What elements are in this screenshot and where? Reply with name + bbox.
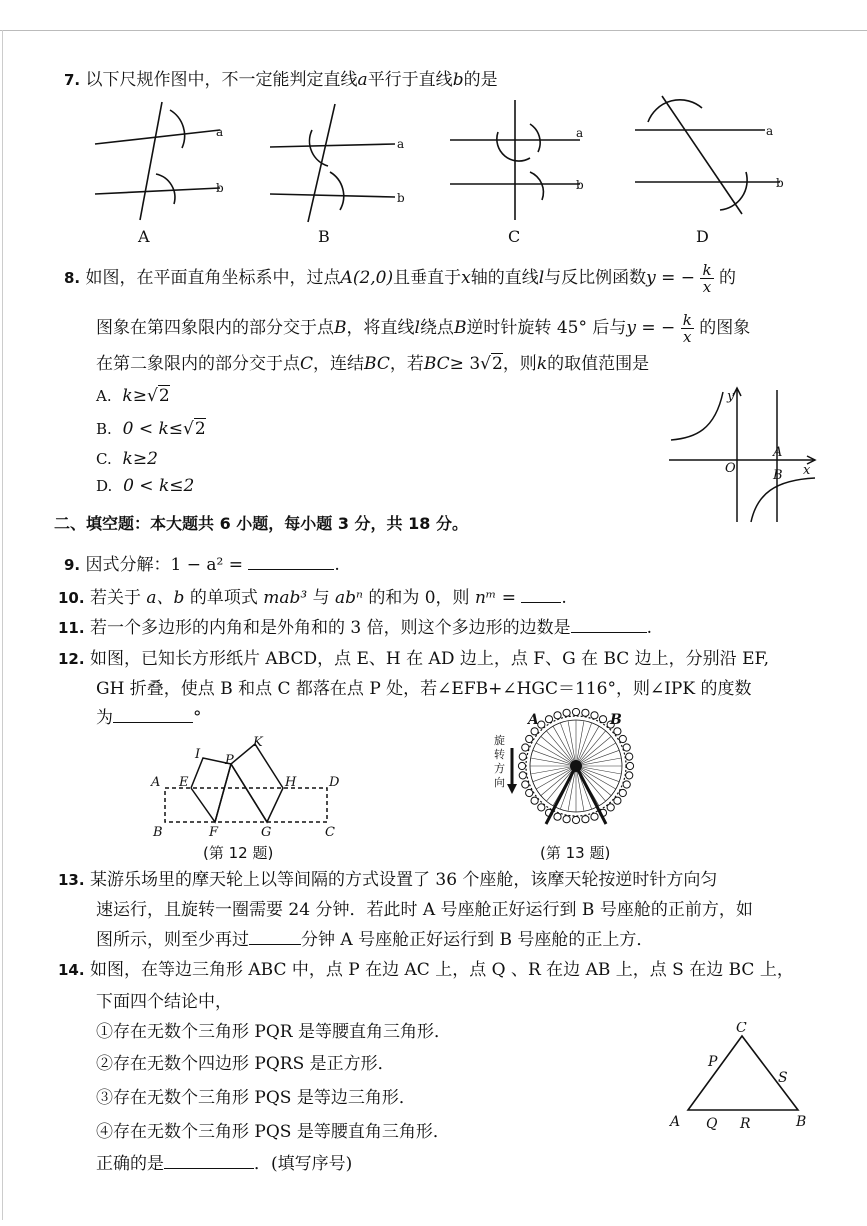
q13-wheel-cabin <box>526 735 533 742</box>
q7-figA-line-a <box>95 130 220 144</box>
q8-line1: 8. 如图，在平面直角坐标系中，过点A(2,0)且垂直于x轴的直线l与反比例函数y = − $\frac{k}{x}$ 的 <box>64 261 736 296</box>
q14-label-C: C <box>736 1022 747 1036</box>
q13-wheel-cabin <box>623 781 630 788</box>
q7-figA-label-a: a <box>216 125 224 139</box>
q14-answer-blank[interactable] <box>164 1152 254 1169</box>
q7-option-label-B: B <box>318 227 330 246</box>
q12-label-P: P <box>225 753 234 768</box>
q13-wheel-cabin <box>591 813 598 820</box>
q8-graph-label-x: x <box>803 463 811 478</box>
section2-heading: 二、填空题：本大题共 6 小题，每小题 3 分，共 18 分。 <box>54 514 468 533</box>
q13-wheel-cabin <box>545 716 552 723</box>
q7-figA-label-b: b <box>216 181 224 195</box>
q13-wheel-cabin <box>554 712 561 719</box>
q9: 9. 因式分解：1 − a² = . <box>64 555 340 575</box>
q14-label-P: P <box>708 1054 718 1070</box>
q8-curve-q4 <box>751 478 815 522</box>
q7-figB-label-a: a <box>397 137 405 151</box>
q7-figC-label-b: b <box>576 178 584 192</box>
q13-wheel-cabin <box>519 772 526 779</box>
q14-label-S: S <box>778 1070 788 1086</box>
q14-answer-line: 正确的是 ．(填写序号) <box>96 1154 353 1174</box>
q8-graph-label-A: A <box>773 445 783 460</box>
q7-figC-arc1 <box>530 124 540 152</box>
q8-line3: 在第二象限内的部分交于点C，连结BC，若BC≥ 3√2，则k的取值范围是 <box>96 354 650 374</box>
q7-figD-arc1 <box>648 100 702 122</box>
q13-answer-blank[interactable] <box>249 928 301 945</box>
q7-figB-label-b: b <box>397 191 405 205</box>
q13-line2: 速运行，且旋转一圈需要 24 分钟．若此时 A 号座舱正好运行到 B 号座舱的正前方，如 <box>96 900 753 920</box>
q7-figC-arc3 <box>530 172 543 200</box>
page-edge-top <box>0 30 867 31</box>
q12-line2: GH 折叠，使点 B 和点 C 都落在点 P 处，若∠EFB+∠HGC＝116°，则∠IPK 的度数 <box>96 679 752 699</box>
q12-label-B: B <box>153 825 163 840</box>
q7-option-label-D: D <box>696 227 709 246</box>
q13-wheel-cabin <box>563 709 570 716</box>
q12-label-D: D <box>329 775 340 790</box>
q12-figure <box>145 730 355 846</box>
q8-fraction-1: $\frac{k}{x}$ <box>702 261 712 296</box>
q14-conclusion-1: ①存在无数个三角形 PQR 是等腰直角三角形． <box>96 1022 451 1042</box>
q8-line2: 图象在第四象限内的部分交于点B，将直线l绕点B逆时针旋转 45° 后与y = − $\frac{k}{x}$ 的图象 <box>96 311 751 346</box>
q12-label-F: F <box>209 825 219 840</box>
q12-label-A: A <box>151 775 161 790</box>
q8-graph <box>665 382 825 527</box>
q8-graph-label-B: B <box>773 468 783 483</box>
q7-option-label-A: A <box>138 227 150 246</box>
q13-rot-1: 旋 <box>494 734 505 747</box>
q13-wheel-cabin <box>607 804 614 811</box>
q13-wheel-cabin <box>591 712 598 719</box>
q7-figD-arc2 <box>720 172 747 210</box>
q14-conclusion-4: ④存在无数个三角形 PQS 是等腰直角三角形． <box>96 1122 450 1142</box>
q12-label-E: E <box>179 775 189 790</box>
q13-wheel-cabin <box>623 744 630 751</box>
q14-triangle-figure <box>664 1022 824 1132</box>
q13-wheel-cabin <box>522 781 529 788</box>
q12-line3: 为 ° <box>96 708 202 728</box>
q7-figD-label-b: b <box>776 176 784 190</box>
q7-stem: 7. 以下尺规作图中，不一定能判定直线a平行于直线b的是 <box>64 70 498 90</box>
q13-wheel-cabin <box>538 804 545 811</box>
q12-rectangle-ABCD <box>165 788 327 822</box>
q7-figB-line-a <box>270 144 395 147</box>
q13-wheel-cabin <box>626 753 633 760</box>
q14-label-B: B <box>796 1114 807 1130</box>
q13-wheel-cabin <box>526 789 533 796</box>
q12-line1: 12. 如图，已知长方形纸片 ABCD，点 E、H 在 AD 边上，点 F、G 在 BC 边上，分别沿 EF, <box>58 649 770 669</box>
q13-label-A: A <box>528 712 539 728</box>
q14-line2: 下面四个结论中， <box>96 992 232 1012</box>
q7-figA-arc1 <box>170 110 185 148</box>
q13-caption: (第 13 题) <box>540 844 611 862</box>
q13-ferris-wheel <box>490 708 650 838</box>
q13-wheel-cabin <box>582 816 589 823</box>
q7-figC-label-a: a <box>576 126 584 140</box>
q13-line3: 图所示，则至少再过 分钟 A 号座舱正好运行到 B 号座舱的正上方． <box>96 930 654 950</box>
q13-wheel-cabin <box>519 753 526 760</box>
q8-option-C: C. k≥2 <box>96 449 158 469</box>
q7-figB-line-b <box>270 194 395 197</box>
q13-wheel-cabin <box>619 735 626 742</box>
q12-caption: (第 12 题) <box>203 844 274 862</box>
q13-rot-3: 方 <box>494 762 505 775</box>
q7-figB-arc2 <box>330 172 344 210</box>
q12-fold-right <box>231 744 283 822</box>
q7-figA-transversal <box>140 102 162 220</box>
q8-option-A: A. k≥√2 <box>96 386 170 406</box>
q14-conclusion-3: ③存在无数个三角形 PQS 是等边三角形． <box>96 1088 416 1108</box>
q12-answer-blank[interactable] <box>113 706 193 723</box>
q8-graph-label-O: O <box>725 461 736 476</box>
page-edge-left <box>2 30 3 1220</box>
q13-wheel-cabin <box>614 797 621 804</box>
q13-rot-4: 向 <box>494 776 505 789</box>
q14-label-R: R <box>740 1116 751 1132</box>
q13-wheel-cabin <box>626 772 633 779</box>
q13-wheel-cabin <box>518 762 525 769</box>
q8-curve-q2 <box>671 392 723 440</box>
q14-conclusion-2: ②存在无数个四边形 PQRS 是正方形． <box>96 1054 395 1074</box>
q13-wheel-cabin <box>563 816 570 823</box>
q8-option-B: B. 0 < k≤√2 <box>96 419 206 439</box>
q13-wheel-cabin <box>572 816 579 823</box>
q13-wheel-cabin <box>619 789 626 796</box>
q14-line1: 14. 如图，在等边三角形 ABC 中，点 P 在边 AC 上，点 Q 、R 在边 AB 上，点 S 在边 BC 上， <box>58 960 794 980</box>
q8-fraction-2: $\frac{k}{x}$ <box>682 311 692 346</box>
q7-figC-arc2 <box>497 132 530 161</box>
q12-label-G: G <box>261 825 272 840</box>
q13-wheel-cabin <box>572 708 579 715</box>
q13-wheel-cabin <box>531 797 538 804</box>
q7-figD-transversal <box>662 96 742 214</box>
q7-figD-label-a: a <box>766 124 774 138</box>
q8-option-D: D. 0 < k≤2 <box>96 476 195 496</box>
q10-answer-blank[interactable] <box>521 586 561 603</box>
q12-label-I: I <box>195 747 201 762</box>
q14-label-Q: Q <box>706 1116 718 1132</box>
q7-option-label-C: C <box>508 227 521 246</box>
q13-wheel-cabin <box>626 762 633 769</box>
q14-label-A: A <box>670 1114 681 1130</box>
q7-figA-arc2 <box>156 174 175 204</box>
q13-wheel-cabin <box>554 813 561 820</box>
q13-wheel-cabin <box>582 709 589 716</box>
q13-rot-2: 转 <box>494 748 505 761</box>
q8-graph-label-y: y <box>727 389 735 404</box>
q12-label-H: H <box>285 775 297 790</box>
q11-answer-blank[interactable] <box>571 616 647 633</box>
q12-label-K: K <box>253 735 263 750</box>
q7-figures <box>90 92 810 252</box>
q9-answer-blank[interactable] <box>248 553 334 570</box>
q11: 11. 若一个多边形的内角和是外角和的 3 倍，则这个多边形的边数是 . <box>58 618 653 638</box>
q13-label-B: B <box>610 712 622 728</box>
q13-wheel-cabin <box>614 728 621 735</box>
q12-label-C: C <box>325 825 335 840</box>
q13-wheel-cabin <box>599 716 606 723</box>
q13-wheel-cabin <box>522 744 529 751</box>
q13-wheel-cabin <box>531 728 538 735</box>
q7-figA-line-b <box>95 188 220 194</box>
q13-line1: 13. 某游乐场里的摩天轮上以等间隔的方式设置了 36 个座舱，该摩天轮按逆时针方向匀 <box>58 870 718 890</box>
q10: 10. 若关于 a、b 的单项式 mab³ 与 abⁿ 的和为 0，则 nᵐ = . <box>58 588 567 608</box>
